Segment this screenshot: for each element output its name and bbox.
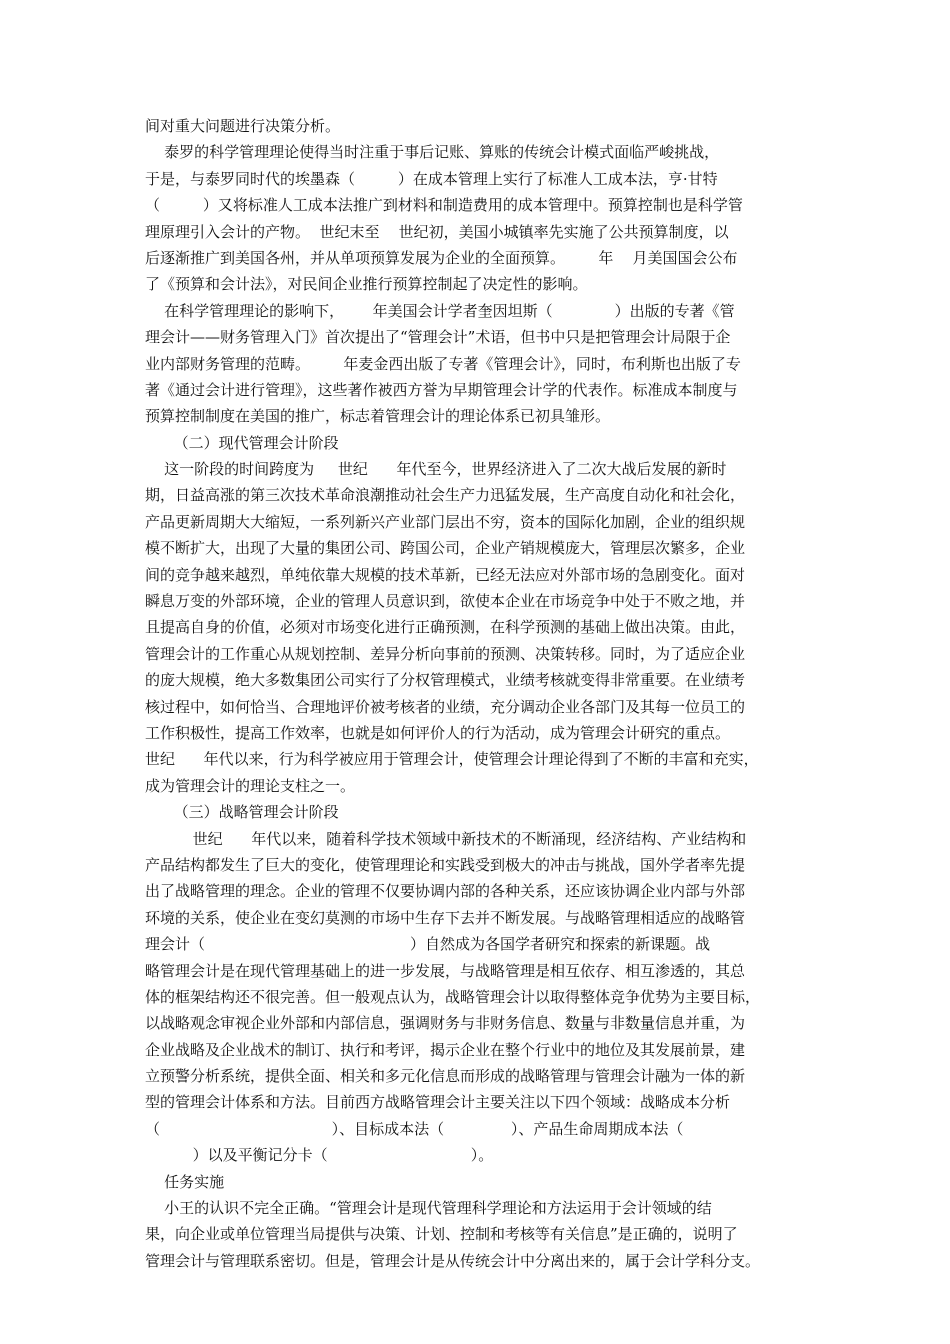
text-line: 业内部财务管理的范畴。 年麦金西出版了专著《管理会计》，同时，布利斯也出版了专 bbox=[145, 354, 741, 373]
text-line: 模不断扩大，出现了大量的集团公司、跨国公司，企业产销规模庞大，管理层次繁多，企业 bbox=[145, 539, 746, 558]
text-line: 世纪 年代以来，随着科学技术领域中新技术的不断涌现，经济结构、产业结构和 bbox=[145, 829, 747, 848]
text-line: 这一阶段的时间跨度为 世纪 年代至今，世界经济进入了二次大战后发展的新时 bbox=[145, 460, 727, 479]
text-line: 产品结构都发生了巨大的变化，使管理理论和实践受到极大的冲击与挑战，国外学者率先提 bbox=[145, 855, 746, 874]
text-line: 的庞大规模，绝大多数集团公司实行了分权管理模式，业绩考核就变得非常重要。在业绩考 bbox=[145, 671, 746, 690]
text-line: 出了战略管理的理念。企业的管理不仅要协调内部的各种关系，还应该协调企业内部与外部 bbox=[145, 882, 746, 901]
text-line: 工作积极性，提高工作效率，也就是如何评价人的行为活动，成为管理会计研究的重点。 bbox=[145, 723, 731, 742]
text-line: 体的框架结构还不很完善。但一般观点认为，战略管理会计以取得整体竞争优势为主要目标， bbox=[145, 987, 761, 1006]
text-line: 期，日益高涨的第三次技术革命浪潮推动社会生产力迅猛发展，生产高度自动化和社会化， bbox=[145, 486, 746, 505]
text-line: 泰罗的科学管理理论使得当时注重于事后记账、算账的传统会计模式面临严峻挑战， bbox=[145, 143, 720, 162]
body-text bbox=[145, 113, 810, 1274]
text-line: 管理会计与管理联系密切。但是，管理会计是从传统会计中分离出来的，属于会计学科分支。 bbox=[145, 1251, 761, 1270]
text-line: 核过程中，如何恰当、合理地评价被考核者的业绩，充分调动企业各部门及其每一位员工的 bbox=[145, 697, 746, 716]
text-line: 理原理引入会计的产物。 世纪末至 世纪初，美国小城镇率先实施了公共预算制度，以 bbox=[145, 222, 729, 241]
text-line: （ ）、目标成本法（ ）、产品生命周期成本法（ bbox=[145, 1119, 684, 1138]
text-line: 理会计——财务管理入门》首次提出了“管理会计”术语，但书中只是把管理会计局限于企 bbox=[145, 328, 731, 347]
text-line: 立预警分析系统，提供全面、相关和多元化信息而形成的战略管理与管理会计融为一体的新 bbox=[145, 1067, 746, 1086]
text-line: ）以及平衡记分卡（ ）。 bbox=[145, 1146, 494, 1165]
text-line: 管理会计的工作重心从规划控制、差异分析向事前的预测、决策转移。同时，为了适应企业 bbox=[145, 644, 746, 663]
text-line: 于是，与泰罗同时代的埃墨森（ ）在成本管理上实行了标准人工成本法，亨·甘特 bbox=[145, 169, 718, 188]
text-line: 世纪 年代以来，行为科学被应用于管理会计，使管理会计理论得到了不断的丰富和充实， bbox=[145, 750, 759, 769]
text-line: 间的竞争越来越烈，单纯依靠大规模的技术革新，已经无法应对外部市场的急剧变化。面对 bbox=[145, 565, 746, 584]
text-line: 且提高自身的价值，必须对市场变化进行正确预测，在科学预测的基础上做出决策。由此， bbox=[145, 618, 746, 637]
text-line: 在科学管理理论的影响下， 年美国会计学者奎因坦斯（ ）出版的专著《管 bbox=[145, 301, 735, 320]
text-line: 企业战略及企业战术的制订、执行和考评，揭示企业在整个行业中的地位及其发展前景，建 bbox=[145, 1040, 746, 1059]
text-line: 预算控制制度在美国的推广，标志着管理会计的理论体系已初具雏形。 bbox=[145, 407, 611, 426]
text-line: 环境的关系，使企业在变幻莫测的市场中生存下去并不断发展。与战略管理相适应的战略管 bbox=[145, 908, 746, 927]
text-line: 成为管理会计的理论支柱之一。 bbox=[145, 776, 356, 795]
text-line: 以战略观念审视企业外部和内部信息，强调财务与非财务信息、数量与非数量信息并重，为 bbox=[145, 1014, 746, 1033]
text-line: 略管理会计是在现代管理基础上的进一步发展，与战略管理是相互依存、相互渗透的，其总 bbox=[145, 961, 746, 980]
text-line: （ ）又将标准人工成本法推广到材料和制造费用的成本管理中。预算控制也是科学管 bbox=[145, 196, 743, 215]
text-line: 后逐渐推广到美国各州，并从单项预算发展为企业的全面预算。 年 月美国国会公布 bbox=[145, 248, 738, 267]
text-line: 产品更新周期大大缩短，一系列新兴产业部门层出不穷，资本的国际化加剧，企业的组织规 bbox=[145, 512, 746, 531]
text-line: 任务实施 bbox=[145, 1172, 225, 1191]
text-line: 果，向企业或单位管理当局提供与决策、计划、控制和考核等有关信息”是正确的，说明了 bbox=[145, 1225, 738, 1244]
text-line: （二）现代管理会计阶段 bbox=[145, 433, 339, 452]
text-line: 著《通过会计进行管理》，这些著作被西方誉为早期管理会计学的代表作。标准成本制度与 bbox=[145, 380, 738, 399]
text-line: （三）战略管理会计阶段 bbox=[145, 803, 339, 822]
text-line: 小王的认识不完全正确。“管理会计是现代管理科学理论和方法运用于会计领域的结 bbox=[145, 1199, 712, 1218]
text-line: 间对重大问题进行决策分析。 bbox=[145, 117, 341, 135]
text-line: 了《预算和会计法》，对民间企业推行预算控制起了决定性的影响。 bbox=[145, 275, 588, 294]
text-line: 型的管理会计体系和方法。目前西方战略管理会计主要关注以下四个领域：战略成本分析 bbox=[145, 1093, 731, 1112]
text-line: 理会计（ ）自然成为各国学者研究和探索的新课题。战 bbox=[145, 935, 711, 954]
text-line: 瞬息万变的外部环境，企业的管理人员意识到，欲使本企业在市场竞争中处于不败之地，并 bbox=[145, 592, 746, 611]
